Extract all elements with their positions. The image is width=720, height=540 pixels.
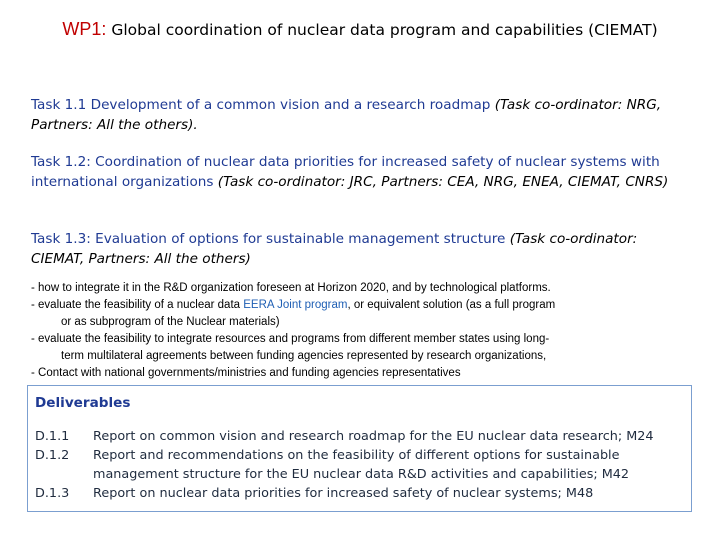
wp-label: WP1: — [62, 19, 107, 39]
task-label: Task 1.3: Evaluation of options for sustainable management structure — [31, 231, 506, 247]
deliverable-id: D.1.2 — [35, 448, 70, 463]
bullet-text: , or equivalent solution (as a full program — [347, 299, 556, 311]
task-note: (Task co-ordinator: JRC, Partners: CEA, NRG, ENEA, CIEMAT, CNRS) — [213, 174, 669, 190]
bullet-text: - evaluate the feasibility of a nuclear data — [31, 299, 244, 311]
task-1-3-bullets — [31, 280, 691, 382]
task-1-3 — [31, 229, 691, 269]
task-1-2 — [31, 152, 691, 192]
task-label: Task 1.2: Coordination of nuclear data priorities for increased safety of nuclear systems with international organizations — [31, 154, 660, 190]
bullet-item: - evaluate the feasibility to integrate resources and programs from different member states using long- — [31, 333, 550, 345]
eera-link-text: EERA Joint program — [243, 299, 348, 311]
task-note: (Task co-ordinator: CIEMAT, Partners: All the others) — [31, 231, 638, 267]
bullet-continuation: or as subprogram of the Nuclear materials) — [61, 316, 280, 328]
deliverable-id: D.1.1 — [35, 429, 70, 444]
wp-title-text: Global coordination of nuclear data program and capabilities (CIEMAT) — [106, 21, 658, 39]
slide-title — [0, 19, 720, 40]
deliverable-text: Report on common vision and research roadmap for the EU nuclear data research; M24 — [93, 429, 654, 444]
deliverable-id: D.1.3 — [35, 486, 70, 501]
deliverables-box — [27, 385, 692, 512]
bullet-item — [31, 297, 691, 314]
task-note: (Task co-ordinator: NRG, Partners: All the others). — [31, 97, 662, 133]
deliverables-heading: Deliverables — [35, 395, 131, 411]
task-1-1 — [31, 95, 691, 135]
bullet-item: - how to integrate it in the R&D organization foreseen at Horizon 2020, and by technological platforms. — [31, 282, 551, 294]
deliverable-text: Report on nuclear data priorities for increased safety of nuclear systems; M48 — [93, 486, 594, 501]
deliverable-text: Report and recommendations on the feasibility of different options for sustainable management structure for the EU nuclear data R&D activities and capabilities; M42 — [93, 448, 630, 482]
bullet-item: - Contact with national governments/ministries and funding agencies representatives — [31, 367, 461, 379]
bullet-continuation: term multilateral agreements between funding agencies represented by research organizations, — [61, 350, 547, 362]
task-label: Task 1.1 Development of a common vision and a research roadmap — [31, 97, 491, 113]
